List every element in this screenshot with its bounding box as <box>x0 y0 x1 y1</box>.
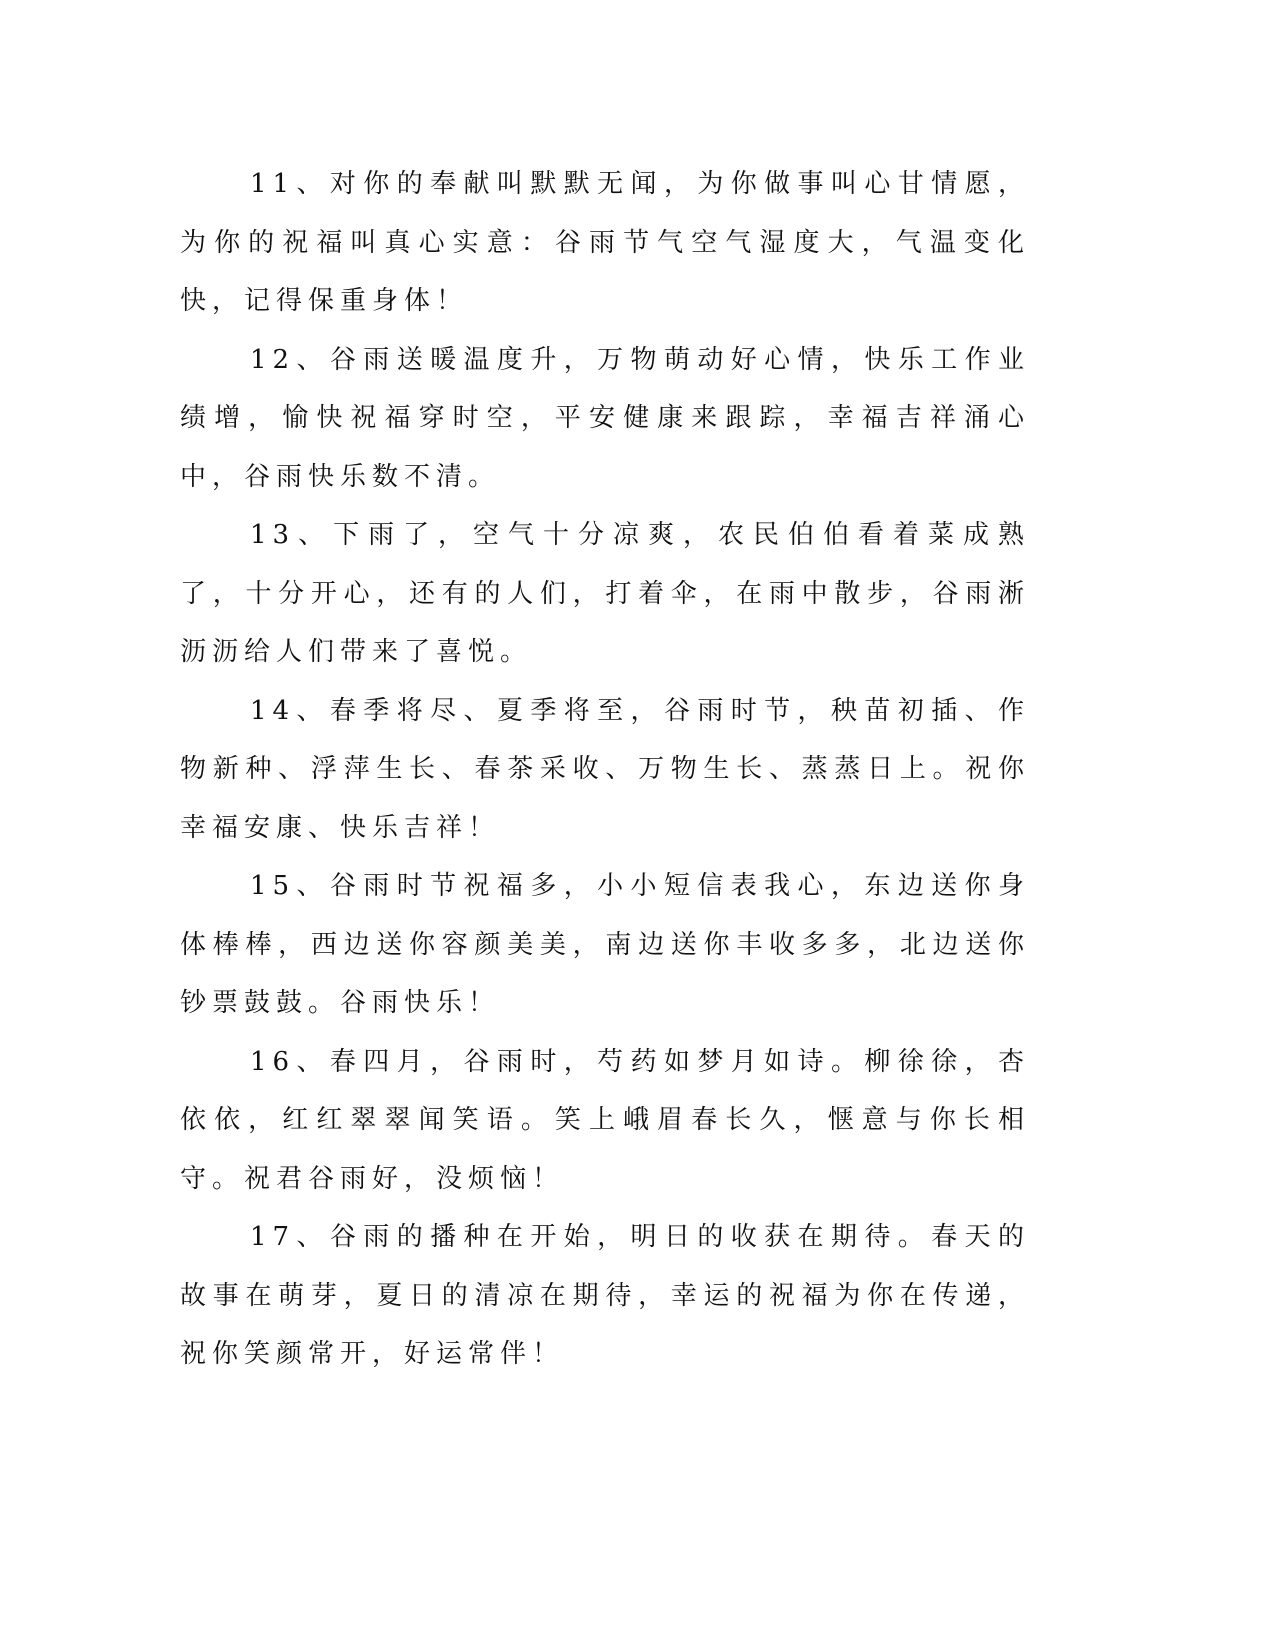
paragraph-11: 11、对你的奉献叫默默无闻，为你做事叫心甘情愿，为你的祝福叫真心实意：谷雨节气空气湿度大，气温变化快，记得保重身体！ <box>180 169 1030 316</box>
paragraph-13: 13、下雨了，空气十分凉爽，农民伯伯看着菜成熟了，十分开心，还有的人们，打着伞，在雨中散步，谷雨淅沥沥给人们带来了喜悦。 <box>180 520 1030 667</box>
paragraph-14: 14、春季将尽、夏季将至，谷雨时节，秧苗初插、作物新种、浮萍生长、春茶采收、万物生长、蒸蒸日上。祝你幸福安康、快乐吉祥！ <box>180 695 1030 843</box>
document-body <box>180 155 1030 1384</box>
paragraph-17: 17、谷雨的播种在开始，明日的收获在期待。春天的故事在萌芽，夏日的清凉在期待，幸运的祝福为你在传递，祝你笑颜常开，好运常伴！ <box>180 1222 1030 1369</box>
paragraph-15: 15、谷雨时节祝福多，小小短信表我心，东边送你身体棒棒，西边送你容颜美美，南边送你丰收多多，北边送你钞票鼓鼓。谷雨快乐！ <box>180 871 1030 1018</box>
paragraph-12: 12、谷雨送暖温度升，万物萌动好心情，快乐工作业绩增，愉快祝福穿时空，平安健康来跟踪，幸福吉祥涌心中，谷雨快乐数不清。 <box>180 344 1030 492</box>
paragraph-16: 16、春四月，谷雨时，芍药如梦月如诗。柳徐徐，杏依依，红红翠翠闻笑语。笑上峨眉春长久，惬意与你长相守。祝君谷雨好，没烦恼！ <box>180 1046 1030 1194</box>
